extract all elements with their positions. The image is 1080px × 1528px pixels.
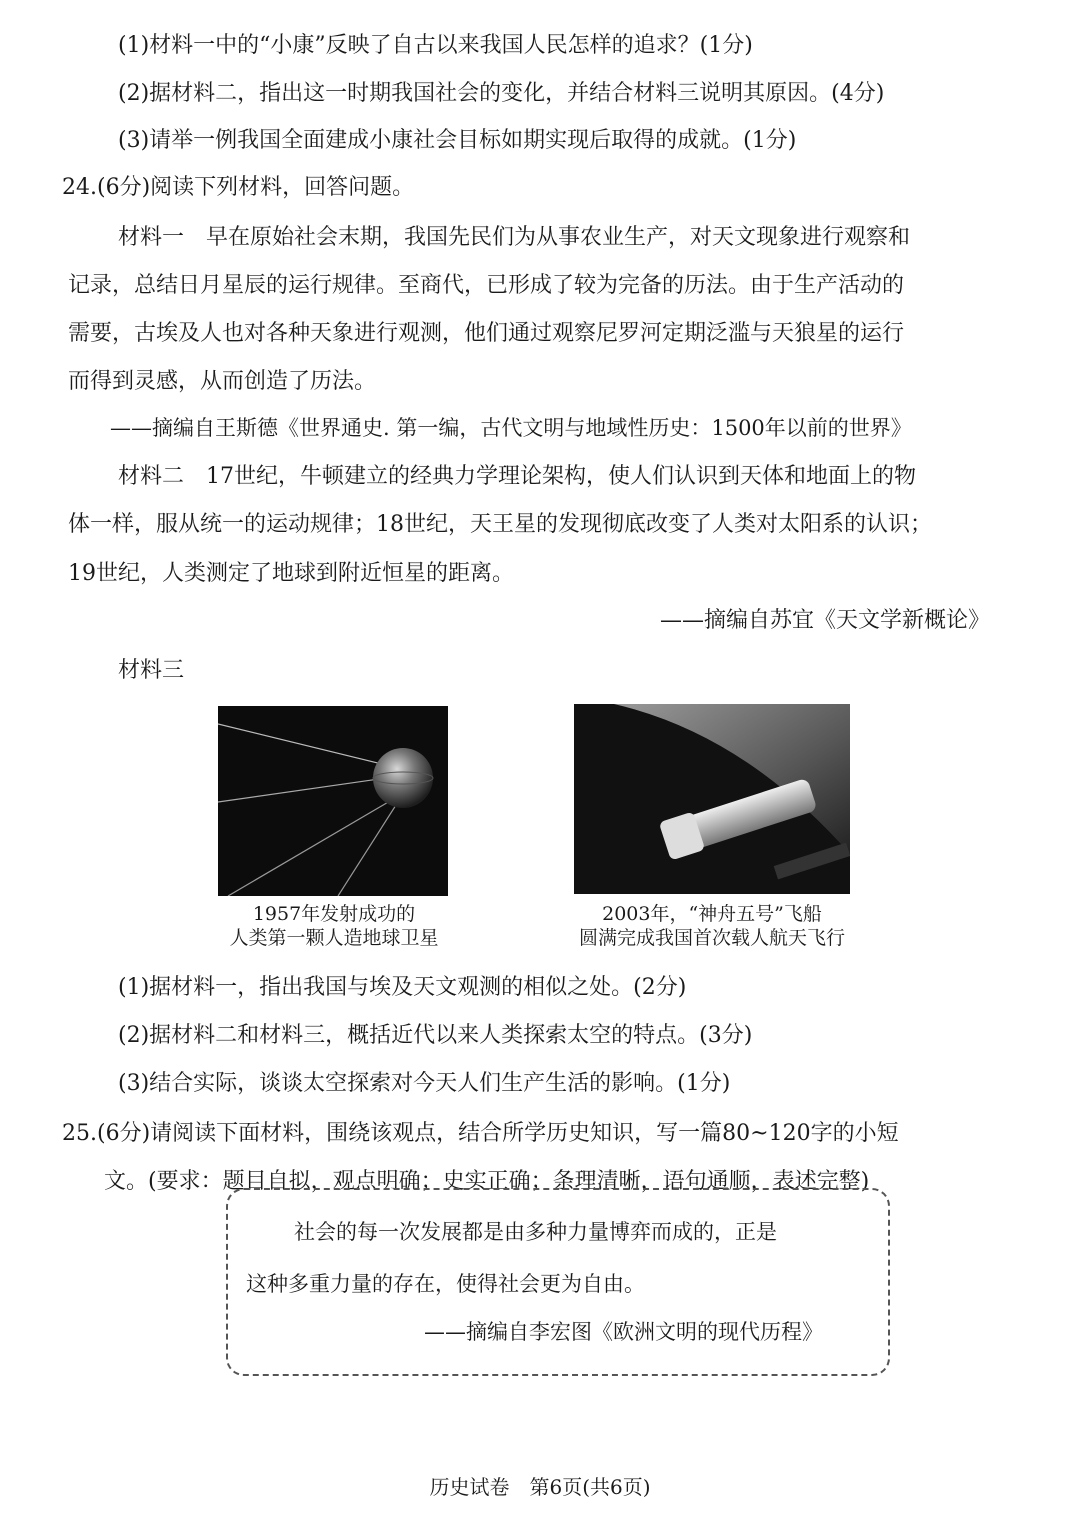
q24-material1-line: 材料一 早在原始社会末期，我国先民们为从事农业生产，对天文现象进行观察和 bbox=[118, 225, 911, 250]
satellite-photo bbox=[218, 706, 448, 896]
q24-material2-source: ——摘编自苏宜《天文学新概论》 bbox=[660, 608, 991, 633]
q24-sub3: (3)结合实际，谈谈太空探索对今天人们生产生活的影响。(1分) bbox=[118, 1071, 731, 1096]
shenzhou-caption bbox=[560, 902, 864, 950]
q23-sub1: (1)材料一中的“小康”反映了自古以来我国人民怎样的追求？(1分) bbox=[118, 33, 753, 58]
spacecraft-illustration bbox=[574, 704, 850, 894]
q25-prompt-line1: 25.(6分)请阅读下面材料，围绕该观点，结合所学历史知识，写一篇80~120字的小短 bbox=[62, 1121, 899, 1146]
q24-material2-line: 材料二 17世纪，牛顿建立的经典力学理论架构，使人们认识到天体和地面上的物 bbox=[118, 464, 916, 489]
q25-prompt-line2: 文。(要求：题目自拟，观点明确；史实正确；条理清晰，语句通顺，表述完整) bbox=[104, 1169, 870, 1194]
shenzhou-photo bbox=[574, 704, 850, 894]
q24-sub1: (1)据材料一，指出我国与埃及天文观测的相似之处。(2分) bbox=[118, 975, 687, 1000]
quote-line: 这种多重力量的存在，使得社会更为自由。 bbox=[246, 1272, 645, 1296]
q23-sub2: (2)据材料二，指出这一时期我国社会的变化，并结合材料三说明其原因。(4分) bbox=[118, 81, 885, 106]
q24-material1-source: ——摘编自王斯德《世界通史. 第一编，古代文明与地域性历史：1500年以前的世界》 bbox=[110, 416, 912, 440]
satellite-caption-line: 1957年发射成功的 bbox=[252, 903, 416, 925]
q24-material1-line: 记录，总结日月星辰的运行规律。至商代，已形成了较为完备的历法。由于生产活动的 bbox=[68, 273, 905, 298]
satellite-caption bbox=[206, 902, 462, 950]
shenzhou-caption-line: 圆满完成我国首次载人航天飞行 bbox=[578, 927, 845, 949]
shenzhou-caption-line: 2003年，“神舟五号”飞船 bbox=[602, 903, 822, 925]
q24-material1-line: 需要，古埃及人也对各种天象进行观测，他们通过观察尼罗河定期泛滥与天狼星的运行 bbox=[68, 321, 905, 346]
satellite-caption-line: 人类第一颗人造地球卫星 bbox=[229, 927, 439, 949]
quote-source: ——摘编自李宏图《欧洲文明的现代历程》 bbox=[424, 1320, 823, 1344]
q23-sub3: (3)请举一例我国全面建成小康社会目标如期实现后取得的成就。(1分) bbox=[118, 128, 797, 153]
q24-material2-line: 19世纪，人类测定了地球到附近恒星的距离。 bbox=[68, 561, 514, 586]
quote-box bbox=[226, 1188, 890, 1376]
q24-sub2: (2)据材料二和材料三，概括近代以来人类探索太空的特点。(3分) bbox=[118, 1023, 753, 1048]
page-footer: 历史试卷 第6页(共6页) bbox=[429, 1475, 651, 1499]
q24-material3-label: 材料三 bbox=[118, 658, 185, 683]
satellite-illustration bbox=[218, 706, 448, 896]
q24-material1-line: 而得到灵感，从而创造了历法。 bbox=[68, 369, 377, 394]
q24-heading: 24.(6分)阅读下列材料，回答问题。 bbox=[62, 175, 415, 200]
quote-line: 社会的每一次发展都是由多种力量博弈而成的，正是 bbox=[294, 1220, 777, 1244]
q24-material2-line: 体一样，服从统一的运动规律；18世纪，天王星的发现彻底改变了人类对太阳系的认识； bbox=[68, 512, 932, 537]
